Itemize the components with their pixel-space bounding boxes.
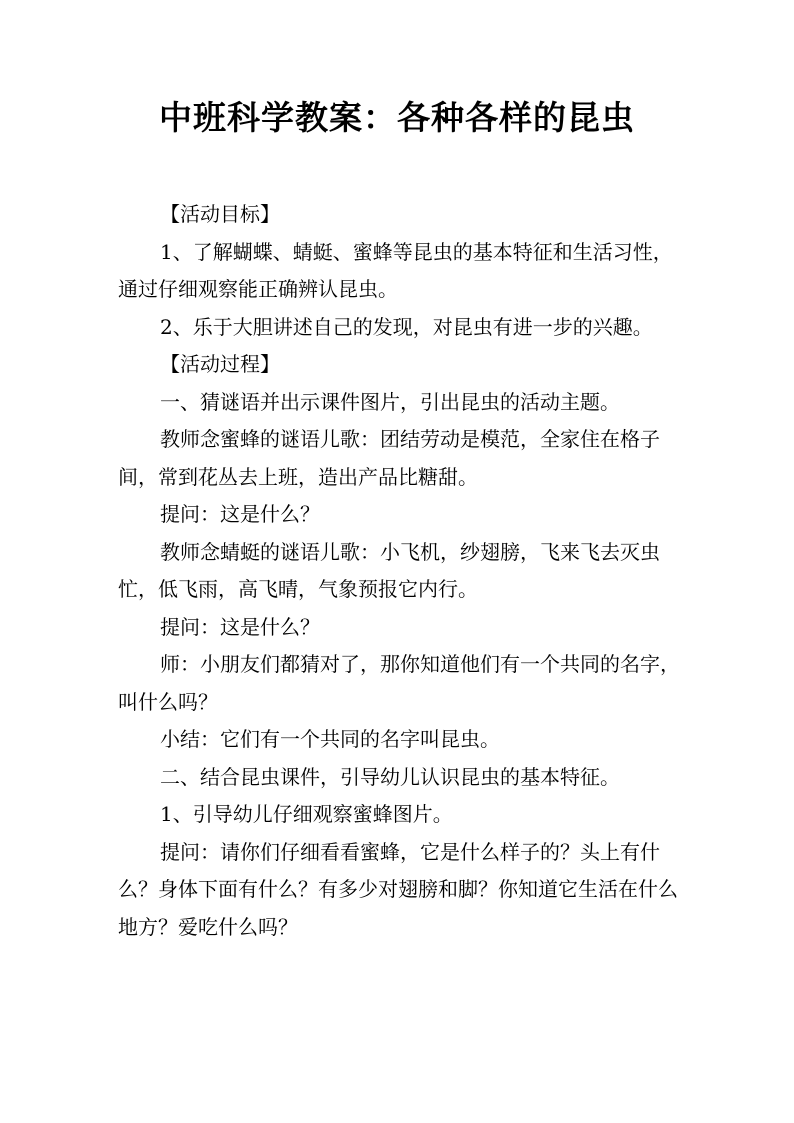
paragraph: 提问：请你们仔细看看蜜蜂，它是什么样子的？头上有什么？身体下面有什么？有多少对翅膀和脚？你知道它生活在什么地方？爱吃什么吗？ (118, 839, 678, 939)
paragraph: 师：小朋友们都猜对了，那你知道他们有一个共同的名字，叫什么吗？ (118, 652, 680, 714)
paragraph: 提问：这是什么？ (160, 502, 320, 526)
paragraph: 教师念蜻蜓的谜语儿歌：小飞机，纱翅膀，飞来飞去灭虫忙，低飞雨，高飞晴，气象预报它内行。 (118, 539, 660, 601)
section-heading-goals: 【活动目标】 (160, 202, 280, 226)
paragraph: 提问：这是什么？ (160, 614, 320, 639)
paragraph: 教师念蜜蜂的谜语儿歌：团结劳动是模范，全家住在格子间，常到花丛去上班，造出产品比糖甜。 (118, 427, 660, 489)
section-heading-process: 【活动过程】 (160, 352, 280, 376)
paragraph: 二、结合昆虫课件，引导幼儿认识昆虫的基本特征。 (160, 764, 620, 789)
paragraph: 1、了解蝴蝶、蜻蜓、蜜蜂等昆虫的基本特征和生活习性，通过仔细观察能正确辨认昆虫。 (118, 239, 673, 301)
paragraph: 一、猜谜语并出示课件图片，引出昆虫的活动主题。 (160, 389, 620, 414)
document-body (118, 196, 684, 946)
document-title: 中班科学教案：各种各样的昆虫 (159, 98, 635, 137)
paragraph: 1、引导幼儿仔细观察蜜蜂图片。 (160, 802, 453, 826)
paragraph: 小结：它们有一个共同的名字叫昆虫。 (160, 727, 500, 751)
paragraph: 2、乐于大胆讲述自己的发现，对昆虫有进一步的兴趣。 (160, 314, 653, 339)
